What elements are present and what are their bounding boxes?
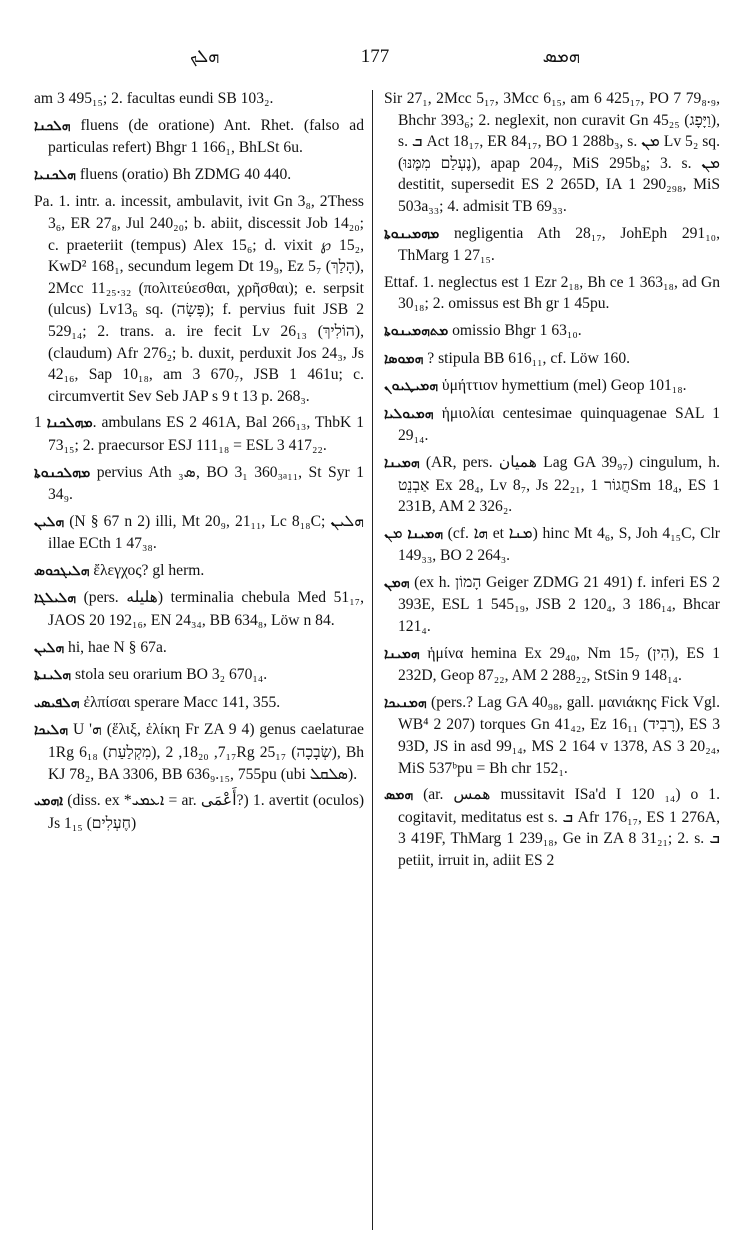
page-number: 177 bbox=[360, 46, 390, 67]
entry-text: (pers. هليله) terminalia chebula Med 51₁₇, JAOS 20 192₁₆, EN 24₃₄, BB 634₈, Löw n 84. bbox=[48, 589, 364, 630]
entry-text: pervius Ath ܣ₃, BO 3₁ 360₃ₐ₁₁, St Syr 1 34₉. bbox=[48, 463, 365, 504]
right-entry bbox=[384, 375, 720, 398]
right-entry bbox=[384, 88, 720, 218]
headword: ܗܡܝܢܐ bbox=[384, 454, 420, 471]
left-entry bbox=[34, 88, 364, 110]
entry-text: negligentia Ath 28₁₇, JohEph 291₁₀, ThMarg 1 27₁₅. bbox=[398, 224, 721, 265]
entry-text: ? stipula BB 616₁₁, cf. Löw 160. bbox=[427, 349, 631, 367]
entry-text: fluens (de oratione) Ant. Rhet. (falso ad particulas refert) Bhgr 1 166₁, BhLSt 6u. bbox=[48, 116, 364, 157]
right-entry bbox=[384, 452, 720, 518]
entry-text: ἐλπίσαι sperare Macc 141, 355. bbox=[83, 693, 281, 711]
header-right-word: ܗܡܣ bbox=[542, 46, 580, 66]
entry-text: ἡμιολίαι centesimae quinquagenae SAL 1 29₁₄. bbox=[398, 404, 720, 445]
entry-text: (ex h. הָמוֹן Geiger ZDMG 21 491) f. inferi ES 2 393E, ESL 1 545₁₉, JSB 2 120₄, 3 186₁₄, Bhcar 121₄. bbox=[398, 573, 720, 636]
headword: ܗܠܟܢܝܐ bbox=[34, 166, 76, 183]
headword: ܗܠܝܟܐ bbox=[34, 722, 69, 739]
left-entry bbox=[34, 692, 364, 715]
left-entry bbox=[34, 115, 364, 159]
headword: ܗܡܝܘܠܝܐ bbox=[384, 405, 434, 422]
entry-text: ἔλεγχος? gl herm. bbox=[93, 561, 205, 579]
left-column bbox=[34, 88, 364, 839]
header-left-word: ܗܠܟ bbox=[190, 46, 220, 66]
left-entry bbox=[34, 637, 364, 660]
left-entry bbox=[34, 191, 364, 407]
headword: ܐܗܡܝ bbox=[34, 793, 64, 810]
left-entry bbox=[34, 462, 364, 506]
column-divider bbox=[372, 90, 373, 1230]
right-entry bbox=[384, 320, 720, 343]
right-entry bbox=[384, 348, 720, 371]
entry-text: (AR, pers. هميان Lag GA 39₉₇) cingulum, h. אַבְנֵט Ex 28₄, Lv 8₇, Js 22₂₁, חֲגוֹר 1Sm 18₄, ES 1 231B, AM 2 326₂. bbox=[398, 453, 720, 516]
headword: ܡܬܗܡܝܢܘܬܐ bbox=[384, 322, 449, 339]
left-entry bbox=[34, 164, 364, 187]
right-entry bbox=[384, 784, 720, 871]
left-entry bbox=[34, 719, 364, 785]
headword: ܗܡܝܛܝܘܢ bbox=[384, 378, 438, 395]
entry-text: (diss. ex *ܐܥܡܝ = ar. أَعْمَى?) 1. avertit (oculos) Js 1₁₅ (חֶעְלִים) bbox=[48, 792, 365, 832]
headword: ܗܠܝܢܬܐ bbox=[34, 667, 72, 684]
right-entry bbox=[384, 523, 720, 567]
right-entry bbox=[384, 272, 720, 315]
entry-text: stola seu orarium BO 3₂ 670₁₄. bbox=[74, 666, 268, 684]
page-header bbox=[40, 46, 710, 74]
entry-text: am 3 495₁₅; 2. facultas eundi SB 103₂. bbox=[34, 90, 274, 107]
headword: ܗܡܝܢܐ bbox=[407, 525, 443, 542]
entry-text: U 'ܗ (ἕλιξ, ἑλίκη Fr ZA 9 4) genus caelaturae 1Rg 6₁₈ (מִקְלַעַת), 7₁₇, 18₂₀, 2Rg 25₁₇ (שְׂבָכָה), Bh KJ 78₂, BA 3306, BB 636₉.₁₅, 755pu (ubi ܣܠܩܠ). bbox=[48, 721, 365, 783]
left-entry bbox=[34, 560, 364, 583]
entry-text: ἡμίνα hemina Ex 29₄₀, Nm 15₇ (הִין), ES 1 232D, Geop 87₂₂, AM 2 288₂₂, StSin 9 148₁₄. bbox=[398, 644, 720, 685]
entry-text: (N § 67 n 2) illi, Mt 20₉, 21₁₁, Lc 8₁₈C; ܗܠܝܢ illae ECth 1 47₃₈. bbox=[48, 512, 364, 553]
headword: ܡܗܠܟܢܐ bbox=[46, 415, 93, 432]
left-entry bbox=[34, 664, 364, 687]
left-entry bbox=[34, 412, 364, 456]
entry-text: Sir 27₁, 2Mcc 5₁₇, 3Mcc 6₁₅, am 6 425₁₇, PO 7 79₈.₉, Bhchr 393₆; 2. neglexit, non curavit Gn 45₂₅ (וַיָּפָג), s. ܒ Act 18₁₇, ER 84₁₇, BO 1 288b₃, s. ܡܢ Lv 5₂ sq. (נֶעְלַם מִמֶּנּוּ), apap 204₇, MiS 295b₈; 3. s. ܡܢ destitit, supersedit ES 2 265D, IA 1 290₂₉₈, MiS 503a₃₃; 4. admisit TB 69₃₃. bbox=[384, 90, 720, 215]
right-entry bbox=[384, 223, 720, 267]
headword: ܗܠܝܠܓܐ bbox=[34, 590, 77, 607]
right-column bbox=[384, 88, 720, 877]
headword: ܡܗܠܟܢܘܬܐ bbox=[34, 464, 91, 481]
headword: ܗܡܢ bbox=[384, 574, 410, 591]
right-entry bbox=[384, 692, 720, 779]
headword: ܗܠܟܢܐ bbox=[34, 117, 71, 134]
headword: ܗܠܦܝܣܝ bbox=[34, 694, 80, 711]
headword: ܡܗܡܝܢܘܬܐ bbox=[384, 225, 440, 242]
right-entry bbox=[384, 643, 720, 687]
entry-text: 1. ambulans ES 2 461A, Bal 266₁₃, ThbK 1 73₁₅; 2. praecursor ESJ 111₁₈ = ESL 3 417₂₂. bbox=[34, 414, 364, 454]
entry-text: Ettaf. 1. neglectus est 1 Ezr 2₁₈, Bh ce 1 363₁₈, ad Gn 30₁₈; 2. omissus est Bh gr 1 45pu. bbox=[384, 273, 720, 313]
left-entry bbox=[34, 587, 364, 631]
entry-text: omissio Bhgr 1 63₁₀. bbox=[452, 321, 582, 339]
headword: ܗܡܝܢܐ bbox=[384, 645, 420, 662]
headword: ܗܡܣ bbox=[384, 787, 414, 804]
entry-text: (pers.? Lag GA 40₉₈, gall. μανιάκης Fick Vgl. WB⁴ 2 207) torques Gn 41₄₂, Ez 16₁₁ (רָבִיד), ES 3 93D, JS in asd 99₁₄, MS 2 164 v 1378, AS 3 20₂₄, MiS 537ᵇpu = Bh chr 152₁. bbox=[398, 693, 720, 777]
entry-text: Pa. 1. intr. a. incessit, ambulavit, ivit Gn 3₈, 2Thess 3₆, ER 27₈, Jul 240₂₀; b. abiit, discessit Job 14₂₀; c. praeteriit (tempus) Alex 15₆; d. vixit ℘ 15₂, KwD² 168₁, secundum legem Dt 19₉, Ez 5₇ (הָלַךְ), 2Mcc 11₂₅.₃₂ (πολιτεύεσθαι, χρῆσθαι); e. serpsit (ulcus) Lv13₆ sq. (פָּשָׂה); f. pervius fuit JSB 2 529₁₄; 2. trans. a. ire fecit Lv 26₁₃ (הוֹלִיךְ), (claudum) Afr 276₂; b. duxit, perduxit Jos 24₃, Js 42₁₆, Sap 10₁₈, am 3 670₇, JSB 1 461u; c. circumvertit Sev Seb JAP s 9 t 13 p. 268₃. bbox=[34, 193, 364, 405]
headword: ܗܡܘܣܐ bbox=[384, 350, 424, 367]
headword: ܗܠܝܓܟܘܣ bbox=[34, 562, 90, 579]
headword: ܗܠܝܢ bbox=[34, 639, 65, 656]
right-entry bbox=[384, 403, 720, 447]
entry-text: ὑμήττιον hymettium (mel) Geop 101₁₈. bbox=[441, 377, 687, 395]
entry-text: fluens (oratio) Bh ZDMG 40 440. bbox=[79, 165, 292, 183]
headword: ܗܡܢܝܟܐ bbox=[384, 694, 427, 711]
left-entry bbox=[34, 511, 364, 555]
entry-text: hi, hae N § 67a. bbox=[68, 638, 167, 656]
left-entry bbox=[34, 790, 364, 834]
entry-text: (ar. همس mussitavit ISa'd I 120 ₁₄) o 1. cogitavit, meditatus est s. ܒ Afr 176₁₇, ES 1 276A, 3 419F, ThMarg 1 239₁₈, Ge in ZA 8 31₂₁; 2. s. ܒ petiit, irruit in, adiit ES 2 bbox=[398, 786, 720, 869]
headword: ܗܠܝܢ bbox=[34, 513, 65, 530]
right-entry bbox=[384, 572, 720, 638]
entry-text: ܡܢ (cf. ܗܐ et ܡܢܐ) hinc Mt 4₆, S, Joh 4₁₅C, Clr 149₃₃, BO 2 264₃. bbox=[384, 524, 720, 565]
